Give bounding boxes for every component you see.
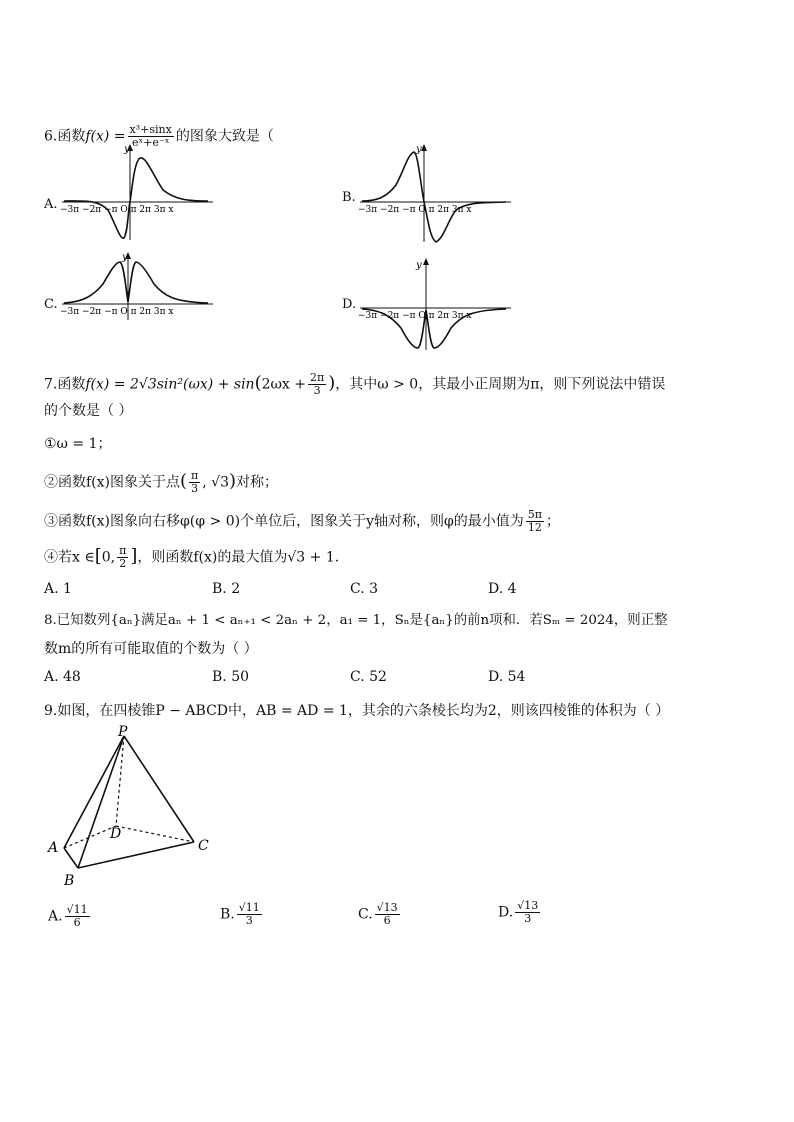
- q6-option-b-label: B.: [342, 190, 356, 205]
- q7-statement-4: ④若x ∈[0, $\frac{\pi}{2}$ ]，则函数f(x)的最大值为√3 + 1.: [44, 544, 340, 570]
- q8-option-a[interactable]: A. 48: [44, 669, 81, 685]
- y-label: y: [416, 144, 422, 155]
- q7-stem-line2: 的个数是（ ）: [44, 403, 133, 419]
- q7-option-b[interactable]: B. 2: [212, 581, 241, 597]
- edge-PB: [78, 736, 124, 868]
- x-ticks: −3π −2π −π O π 2π 3π x: [358, 205, 472, 215]
- q9-pyramid-figure: [44, 722, 224, 892]
- q9-option-d[interactable]: D. $\frac{√13}{3}$: [498, 899, 539, 925]
- q9-option-b[interactable]: B. $\frac{√11}{3}$: [220, 901, 260, 927]
- curve-c: [64, 262, 208, 303]
- q7-statement-2: ②函数f(x)图象关于点( $\frac{\pi}{3}$ , √3)对称；: [44, 469, 279, 495]
- q6-graph-d: [356, 256, 516, 352]
- x-ticks: −3π −2π −π O π 2π 3π x: [358, 311, 472, 321]
- vertex-D: D: [110, 826, 122, 842]
- edge-PC: [124, 736, 194, 842]
- q9-option-c[interactable]: C. $\frac{√13}{6}$: [358, 901, 398, 927]
- edge-BC: [78, 842, 194, 868]
- q8-option-b[interactable]: B. 50: [212, 669, 250, 685]
- q7-s3-fraction: $\frac{5\pi}{12}$: [527, 508, 543, 534]
- q7-stem-line1: 7.函数f(x) = 2√3sin²(ωx) + sin(2ωx + $\frac{2\pi}{3}$ )，其中ω > 0，其最小正周期为π，则下列说法中错误: [44, 371, 666, 397]
- x-ticks: −3π −2π −π O π 2π 3π x: [60, 307, 174, 317]
- q7-condition: ，其中ω > 0，其最小正周期为π，则下列说法中错误: [335, 376, 666, 393]
- q7-prefix: 7.函数: [44, 376, 86, 393]
- vertex-A: A: [48, 840, 59, 856]
- q7-s2-fraction: $\frac{\pi}{3}$: [191, 469, 199, 495]
- y-axis-arrow: [423, 258, 429, 265]
- y-axis-arrow: [421, 144, 427, 151]
- curve-b: [362, 152, 506, 242]
- q6-option-c-label: C.: [44, 297, 58, 312]
- edge-AD: [64, 826, 116, 848]
- q8-stem-line2: 数m的所有可能取值的个数为（ ）: [44, 641, 258, 657]
- q6-numerator: x³+sinx: [129, 123, 172, 136]
- q8-stem-line1: 8.已知数列{aₙ}满足aₙ + 1 < aₙ₊₁ < 2aₙ + 2，a₁ = 1，Sₙ是{aₙ}的前n项和．若Sₘ = 2024，则正整: [44, 613, 668, 628]
- q6-function-name: f(x) =: [85, 128, 126, 145]
- q7-option-d[interactable]: D. 4: [488, 581, 517, 597]
- q8-option-d[interactable]: D. 54: [488, 669, 526, 685]
- y-label: y: [124, 144, 130, 155]
- q6-prefix: 6.函数: [44, 128, 86, 145]
- edge-DC: [116, 826, 194, 842]
- q6-option-d-label: D.: [342, 297, 357, 312]
- q7-fraction: $\frac{2\pi}{3}$: [310, 371, 325, 397]
- q6-denominator: eˣ+e⁻ˣ: [132, 136, 170, 149]
- q7-statement-3: ③函数f(x)图象向右移φ(φ > 0)个单位后，图象关于y轴对称，则φ的最小值为 $\frac{5\pi}{12}$ ；: [44, 508, 561, 534]
- x-ticks: −3π −2π −π O π 2π 3π x: [60, 205, 174, 215]
- q7-option-c[interactable]: C. 3: [350, 581, 379, 597]
- q8-option-c[interactable]: C. 52: [350, 669, 387, 685]
- vertex-B: B: [64, 873, 75, 889]
- edge-AB: [64, 848, 78, 868]
- q7-option-a[interactable]: A. 1: [44, 581, 72, 597]
- q6-graph-c: [58, 250, 218, 325]
- vertex-C: C: [198, 838, 209, 854]
- q6-option-a-label: A.: [44, 197, 58, 212]
- q7-function: f(x) = 2√3sin²(ωx) + sin: [85, 376, 255, 393]
- q6-graph-b: [356, 140, 516, 245]
- vertex-P: P: [118, 724, 128, 740]
- y-label: y: [416, 260, 422, 271]
- q7-arg: 2ωx +: [261, 376, 306, 393]
- q7-statement-1: ①ω = 1；: [44, 436, 112, 452]
- curve-a: [64, 158, 208, 238]
- y-label: y: [122, 252, 128, 263]
- q6-graph-a: [58, 140, 218, 245]
- q6-suffix: 的图象大致是（: [175, 128, 274, 145]
- q9-stem: 9.如图，在四棱锥P − ABCD中，AB = AD = 1，其余的六条棱长均为2，则该四棱锥的体积为（ ）: [44, 703, 670, 719]
- q7-s4-fraction: $\frac{\pi}{2}$: [119, 544, 127, 570]
- q9-option-a[interactable]: A. $\frac{√11}{6}$: [48, 903, 88, 929]
